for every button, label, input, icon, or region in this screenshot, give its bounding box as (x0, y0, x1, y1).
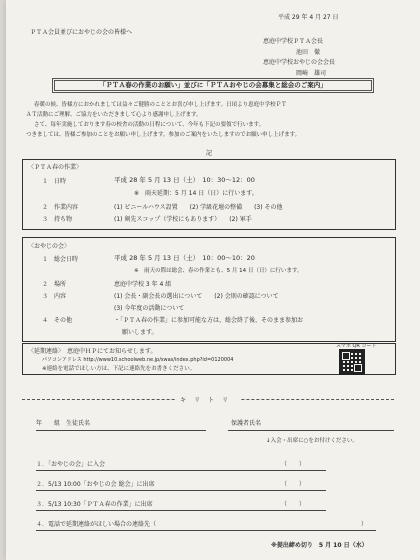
form-item-1: １．「おやじの会」に入会 (36, 461, 106, 468)
form-item-3-line (36, 510, 326, 511)
sender-name-oyaji: 岡崎 雄司 (296, 70, 327, 77)
oyaji-row-3-value: 恵庭中学校 3 年 4 組 (114, 281, 172, 288)
contact-note: ※連絡を電話でほしい方は、下記に連絡先をお書きください。 (42, 366, 196, 372)
oyaji-row-7-value: 願いします。 (122, 329, 158, 336)
oyaji-heading: 〈おやじの会〉 (28, 243, 71, 250)
ki-heading: 記 (206, 150, 213, 157)
intro-line-3: さて、毎年実施しております春の校舎の活動の日程について、今年も下記の要領で行います。 (34, 122, 265, 128)
oyaji-row-1-label: 総会日時 (54, 256, 79, 263)
oyaji-row-6-num: ４ (42, 317, 49, 324)
addressee: ＰＴＡ会員並びにおやじの会の皆様へ (30, 29, 133, 36)
oyaji-row-4-value: (1) 会長・副会長の選出について (2) 会則の確認について (114, 293, 279, 300)
form-item-3: ３．5/13 10:30「ＰＴＡ春の作業」に出席 (36, 501, 153, 508)
qr-code-image (339, 349, 365, 375)
spring-row-3-num: ２ (42, 204, 49, 211)
sender-title-oyaji: 恵庭中学校おやじの会会長 (263, 59, 336, 66)
spring-row-2-value: ※ 雨天延期：5 月 14 日（日）に行います。 (134, 190, 258, 197)
form-item-3-mark: （ ） (281, 501, 306, 508)
form-instruction: ↓入会・出席に○をお付けください。 (266, 438, 358, 444)
form-item-1-mark: （ ） (281, 461, 306, 468)
oyaji-row-4-num: ３ (42, 293, 49, 300)
spring-row-4-value: (1) 剣先スコップ（学校にもあります） (2) 軍手 (114, 216, 252, 223)
oyaji-row-3-num: ２ (42, 281, 49, 288)
oyaji-row-3-label: 場所 (54, 281, 67, 288)
document-date: 平成 29 年 4 月 27 日 (278, 14, 339, 21)
form-item-4: ４．電話で延期連絡がほしい場合の連絡先（ (36, 521, 157, 528)
document-title: 「ＰＴＡ春の作業のお願い」並びに「ＰＴＡおやじの会募集と総会のご案内」 (54, 80, 372, 91)
oyaji-row-2-value: ※ 雨天の際は総会、春の作業とも、5 月 14 日（日）に行います。 (134, 268, 303, 274)
form-item-1-line (36, 470, 326, 471)
document-title-box (52, 78, 374, 93)
spring-row-3-value: (1) ビニールハウス設置 (2) 学級花壇の整備 (3) その他 (114, 204, 283, 211)
sender-name-pta: 池田 徹 (296, 49, 321, 56)
student-name-line (36, 430, 206, 431)
form-item-2: ２．5/13 10:00「おやじの会 総会」に出席 (36, 481, 155, 488)
spring-row-4-num: ３ (42, 216, 49, 223)
parent-name-line (228, 430, 394, 431)
oyaji-row-6-label: その他 (54, 317, 73, 324)
oyaji-row-1-num: １ (42, 256, 49, 263)
spring-row-3-label: 作業内容 (54, 204, 79, 211)
oyaji-row-5-value: (3) 今年度の活動について (114, 305, 185, 312)
intro-line-1: 春暖の候、皆様方におかれましては益々ご健勝のこととお喜び申し上げます。日頃より恵庭中学校ＰＴ (34, 102, 287, 108)
document-page (6, 0, 420, 560)
sender-title-pta: 恵庭中学校ＰＴＡ会長 (263, 38, 324, 45)
oyaji-row-6-value: ・「ＰＴＡ春の作業」に参加可能な方は、総会終了後、そのまま参加お (114, 317, 304, 324)
form-parent-label: 保護者氏名 (231, 420, 262, 427)
intro-line-4: つきましては、皆様ご参加のことをお願い申し上げます。参加のご案内をいたしますのでお願い申し上げます。 (26, 132, 301, 138)
contact-heading: 〈延期連絡〉 恵庭中ＨＰにてお知らせします。 (28, 348, 157, 355)
submission-deadline: ※提出締め切り 5 月 10 日（水） (271, 542, 368, 549)
form-item-2-mark: （ ） (281, 481, 306, 488)
spring-row-4-label: 持ち物 (54, 216, 73, 223)
form-student-label: 年 組 生徒氏名 (36, 420, 91, 427)
qr-label: スマホ QR コード (336, 343, 377, 349)
spring-work-heading: 〈ＰＴＡ春の作業〉 (28, 164, 83, 171)
form-item-4-line (36, 530, 376, 531)
contact-url: パソコンアドレス http://www10.schoolweb.ne.jp/swas/index.php?id=0120004 (42, 357, 234, 363)
form-item-2-line (36, 490, 326, 491)
oyaji-row-1-value: 平成 28 年 5 月 13 日（土） 10：00～10：20 (114, 254, 255, 262)
spring-row-1-num: １ (42, 178, 49, 185)
oyaji-row-4-label: 内容 (54, 293, 67, 300)
form-item-4-close: ） (361, 521, 368, 528)
spring-row-1-label: 日時 (54, 178, 67, 185)
intro-line-2: ＡＴ活動にご理解、ご協力をいただきまして心より感謝申し上げます。 (26, 112, 202, 118)
cut-label: キリトリ (176, 395, 240, 404)
spring-row-1-value: 平成 28 年 5 月 13 日（土） 10：30～12：00 (114, 176, 255, 184)
